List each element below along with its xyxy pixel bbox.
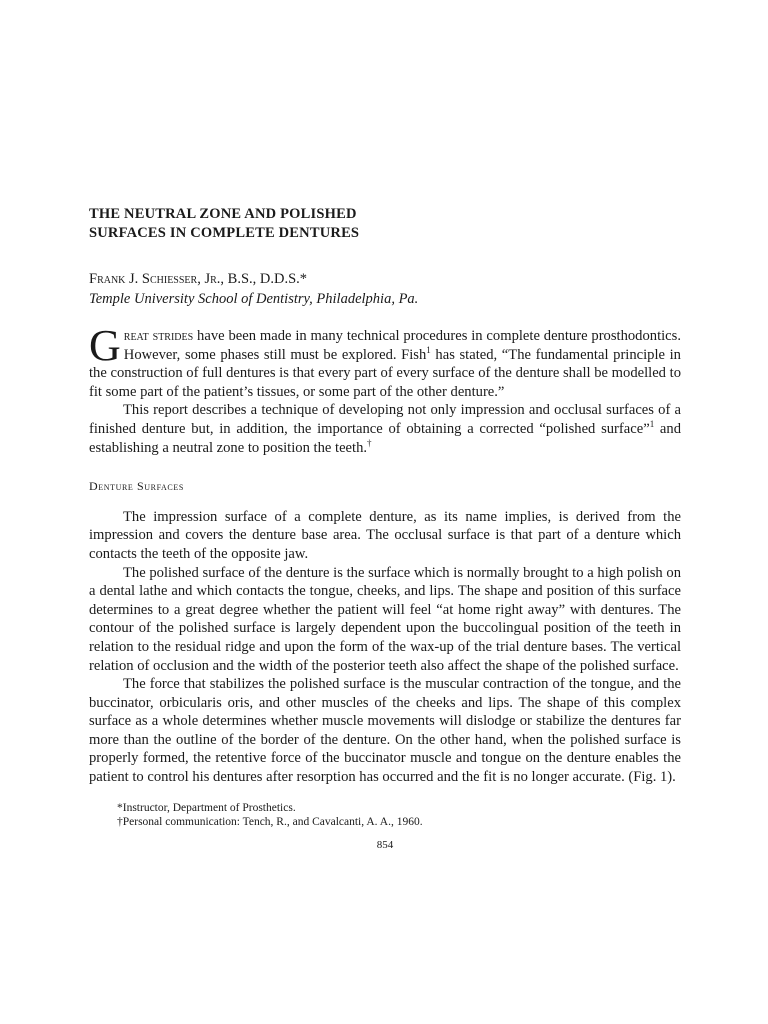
article-page (89, 205, 681, 851)
intro-p2-text-a: This report describes a technique of developing not only impression and occlusal surfaces of a finished denture but, in addition, the importance of obtaining a corrected “polished surface” (89, 402, 681, 437)
drop-cap: G (89, 321, 121, 370)
reference-marker: 1 (649, 419, 655, 430)
author-name: Frank J. Schiesser, Jr., B.S., D.D.S.* (89, 271, 308, 287)
section-heading: Denture Surfaces (89, 479, 184, 494)
section-paragraph-3: The force that stabilizes the polished surface is the muscular contraction of the tongue, and the buccinator, orbicularis oris, and other muscles of the cheeks and lips. The shape of this complex surface as a whole determines whether muscle movements will dislodge or stabilize the dentures far more than the outline of the border of the denture. On the other hand, when the polished surface is properly formed, the retentive force of the buccinator muscle and tongue on the denture enables the patient to control his dentures after resorption has occurred and the fit is no longer accurate. (Fig. 1). (89, 676, 681, 786)
article-body (89, 321, 681, 787)
footnote-marker: † (367, 437, 372, 448)
intro-p2-text-b: and establishing a neutral zone to position the teeth. (89, 420, 681, 456)
intro-paragraph-1 (89, 321, 681, 401)
intro-p1-text-b: has stated, “The fundamental principle in the construction of full dentures is that every part of every surface of the denture shall be modelled to fit some part of the patient’s tissues, or some part of the other denture.” (89, 346, 681, 400)
footnotes (89, 801, 681, 829)
footnote-1: *Instructor, Department of Prosthetics. (117, 801, 296, 814)
title-line-2: SURFACES IN COMPLETE DENTURES (89, 225, 360, 241)
reference-marker: 1 (426, 344, 431, 355)
section-paragraph-1: The impression surface of a complete denture, as its name implies, is derived from the impression and covers the denture base area. The occlusal surface is that part of a denture which contacts the teeth of the opposite jaw. (89, 508, 681, 562)
title-line-1: THE NEUTRAL ZONE AND POLISHED (89, 206, 357, 222)
article-title (89, 205, 681, 243)
author-affiliation: Temple University School of Dentistry, Philadelphia, Pa. (89, 291, 419, 307)
section-paragraph-2: The polished surface of the denture is the surface which is normally brought to a high polish on a dental lathe and which contacts the tongue, cheeks, and lips. The shape and position of this surface determines to a great degree whether the patient will feel “at home right away” with dentures. The contour of the polished surface is largely dependent upon the buccolingual position of the teeth in relation to the residual ridge and upon the form of the wax-up of the trial denture bases. The vertical relation of occlusion and the width of the posterior teeth also affect the shape of the polished surface. (89, 564, 681, 674)
lead-in-smallcaps: reat strides (123, 328, 194, 344)
page-number: 854 (376, 838, 394, 851)
footnote-2: †Personal communication: Tench, R., and Cavalcanti, A. A., 1960. (117, 815, 423, 828)
intro-p1-text-a: have been made in many technical procedures in complete denture prosthodontics. However, some phases still must be explored. Fish (123, 328, 681, 363)
intro-paragraph-2 (89, 401, 681, 457)
